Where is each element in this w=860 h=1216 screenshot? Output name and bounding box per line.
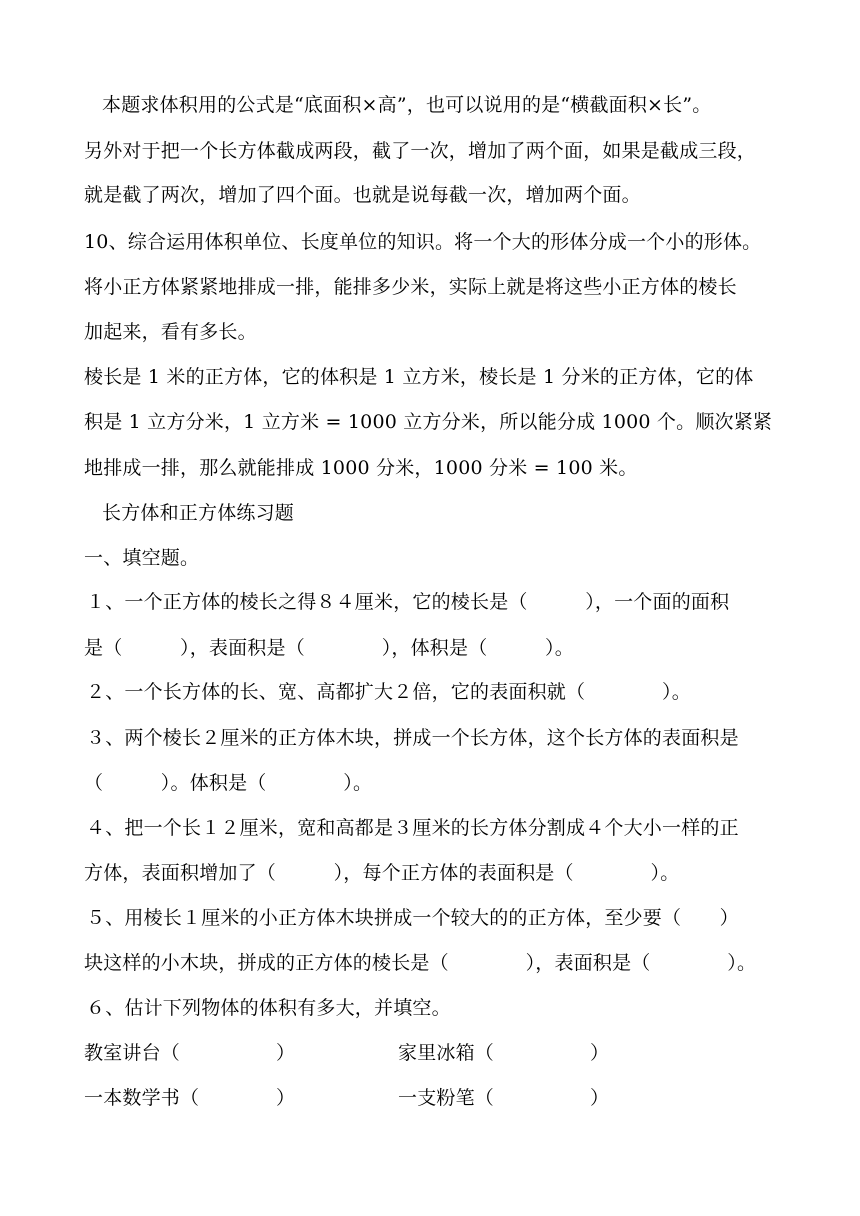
estimate-item-math-book: 一本数学书（ ）: [84, 1087, 296, 1109]
item10-line-5: 积是 1 立方分米，1 立方米 = 1000 立方分米，所以能分成 1000 个。顺次紧紧: [84, 411, 773, 433]
item10-line-4: 棱长是 1 米的正方体，它的体积是 1 立方米，棱长是 1 分米的正方体，它的体: [84, 366, 754, 388]
question-3-line-1: ３、两个棱长２厘米的正方体木块，拼成一个长方体，这个长方体的表面积是: [86, 727, 739, 749]
question-5-line-2: 块这样的小木块，拼成的正方体的棱长是（ ），表面积是（ ）。: [84, 952, 757, 974]
question-4-line-1: ４、把一个长１２厘米，宽和高都是３厘米的长方体分割成４个大小一样的正: [86, 817, 739, 839]
item10-line-3: 加起来，看有多长。: [84, 321, 257, 343]
item10-line-2: 将小正方体紧紧地排成一排，能排多少米，实际上就是将这些小正方体的棱长: [84, 276, 737, 298]
estimate-item-fridge: 家里冰箱（ ）: [398, 1042, 610, 1064]
explanation-line-3: 就是截了两次，增加了四个面。也就是说每截一次，增加两个面。: [84, 184, 641, 206]
explanation-line-1: 本题求体积用的公式是“底面积×高”，也可以说用的是“横截面积×长”。: [102, 94, 712, 116]
item10-line-6: 地排成一排，那么就能排成 1000 分米，1000 分米 = 100 米。: [84, 457, 638, 479]
exercise-title: 长方体和正方体练习题: [102, 502, 295, 524]
estimate-item-chalk: 一支粉笔（ ）: [398, 1087, 610, 1109]
question-6-line-1: ６、估计下列物体的体积有多大，并填空。: [86, 997, 451, 1019]
item10-line-1: 10、综合运用体积单位、长度单位的知识。将一个大的形体分成一个小的形体。: [84, 231, 762, 253]
question-4-line-2: 方体，表面积增加了（ ），每个正方体的表面积是（ ）。: [84, 862, 680, 884]
section-heading: 一、填空题。: [84, 547, 200, 569]
question-2-line-1: ２、一个长方体的长、宽、高都扩大２倍，它的表面积就（ ）。: [86, 681, 691, 703]
explanation-line-2: 另外对于把一个长方体截成两段，截了一次，增加了两个面，如果是截成三段，: [84, 140, 757, 162]
question-3-line-2: （ ）。体积是（ ）。: [84, 772, 373, 794]
question-1-line-2: 是（ ），表面积是（ ），体积是（ ）。: [84, 637, 574, 659]
question-1-line-1: １、一个正方体的棱长之得８４厘米，它的棱长是（ ），一个面的面积: [86, 591, 730, 613]
estimate-item-podium: 教室讲台（ ）: [84, 1042, 296, 1064]
question-5-line-1: ５、用棱长１厘米的小正方体木块拼成一个较大的的正方体，至少要（ ）: [86, 907, 739, 929]
